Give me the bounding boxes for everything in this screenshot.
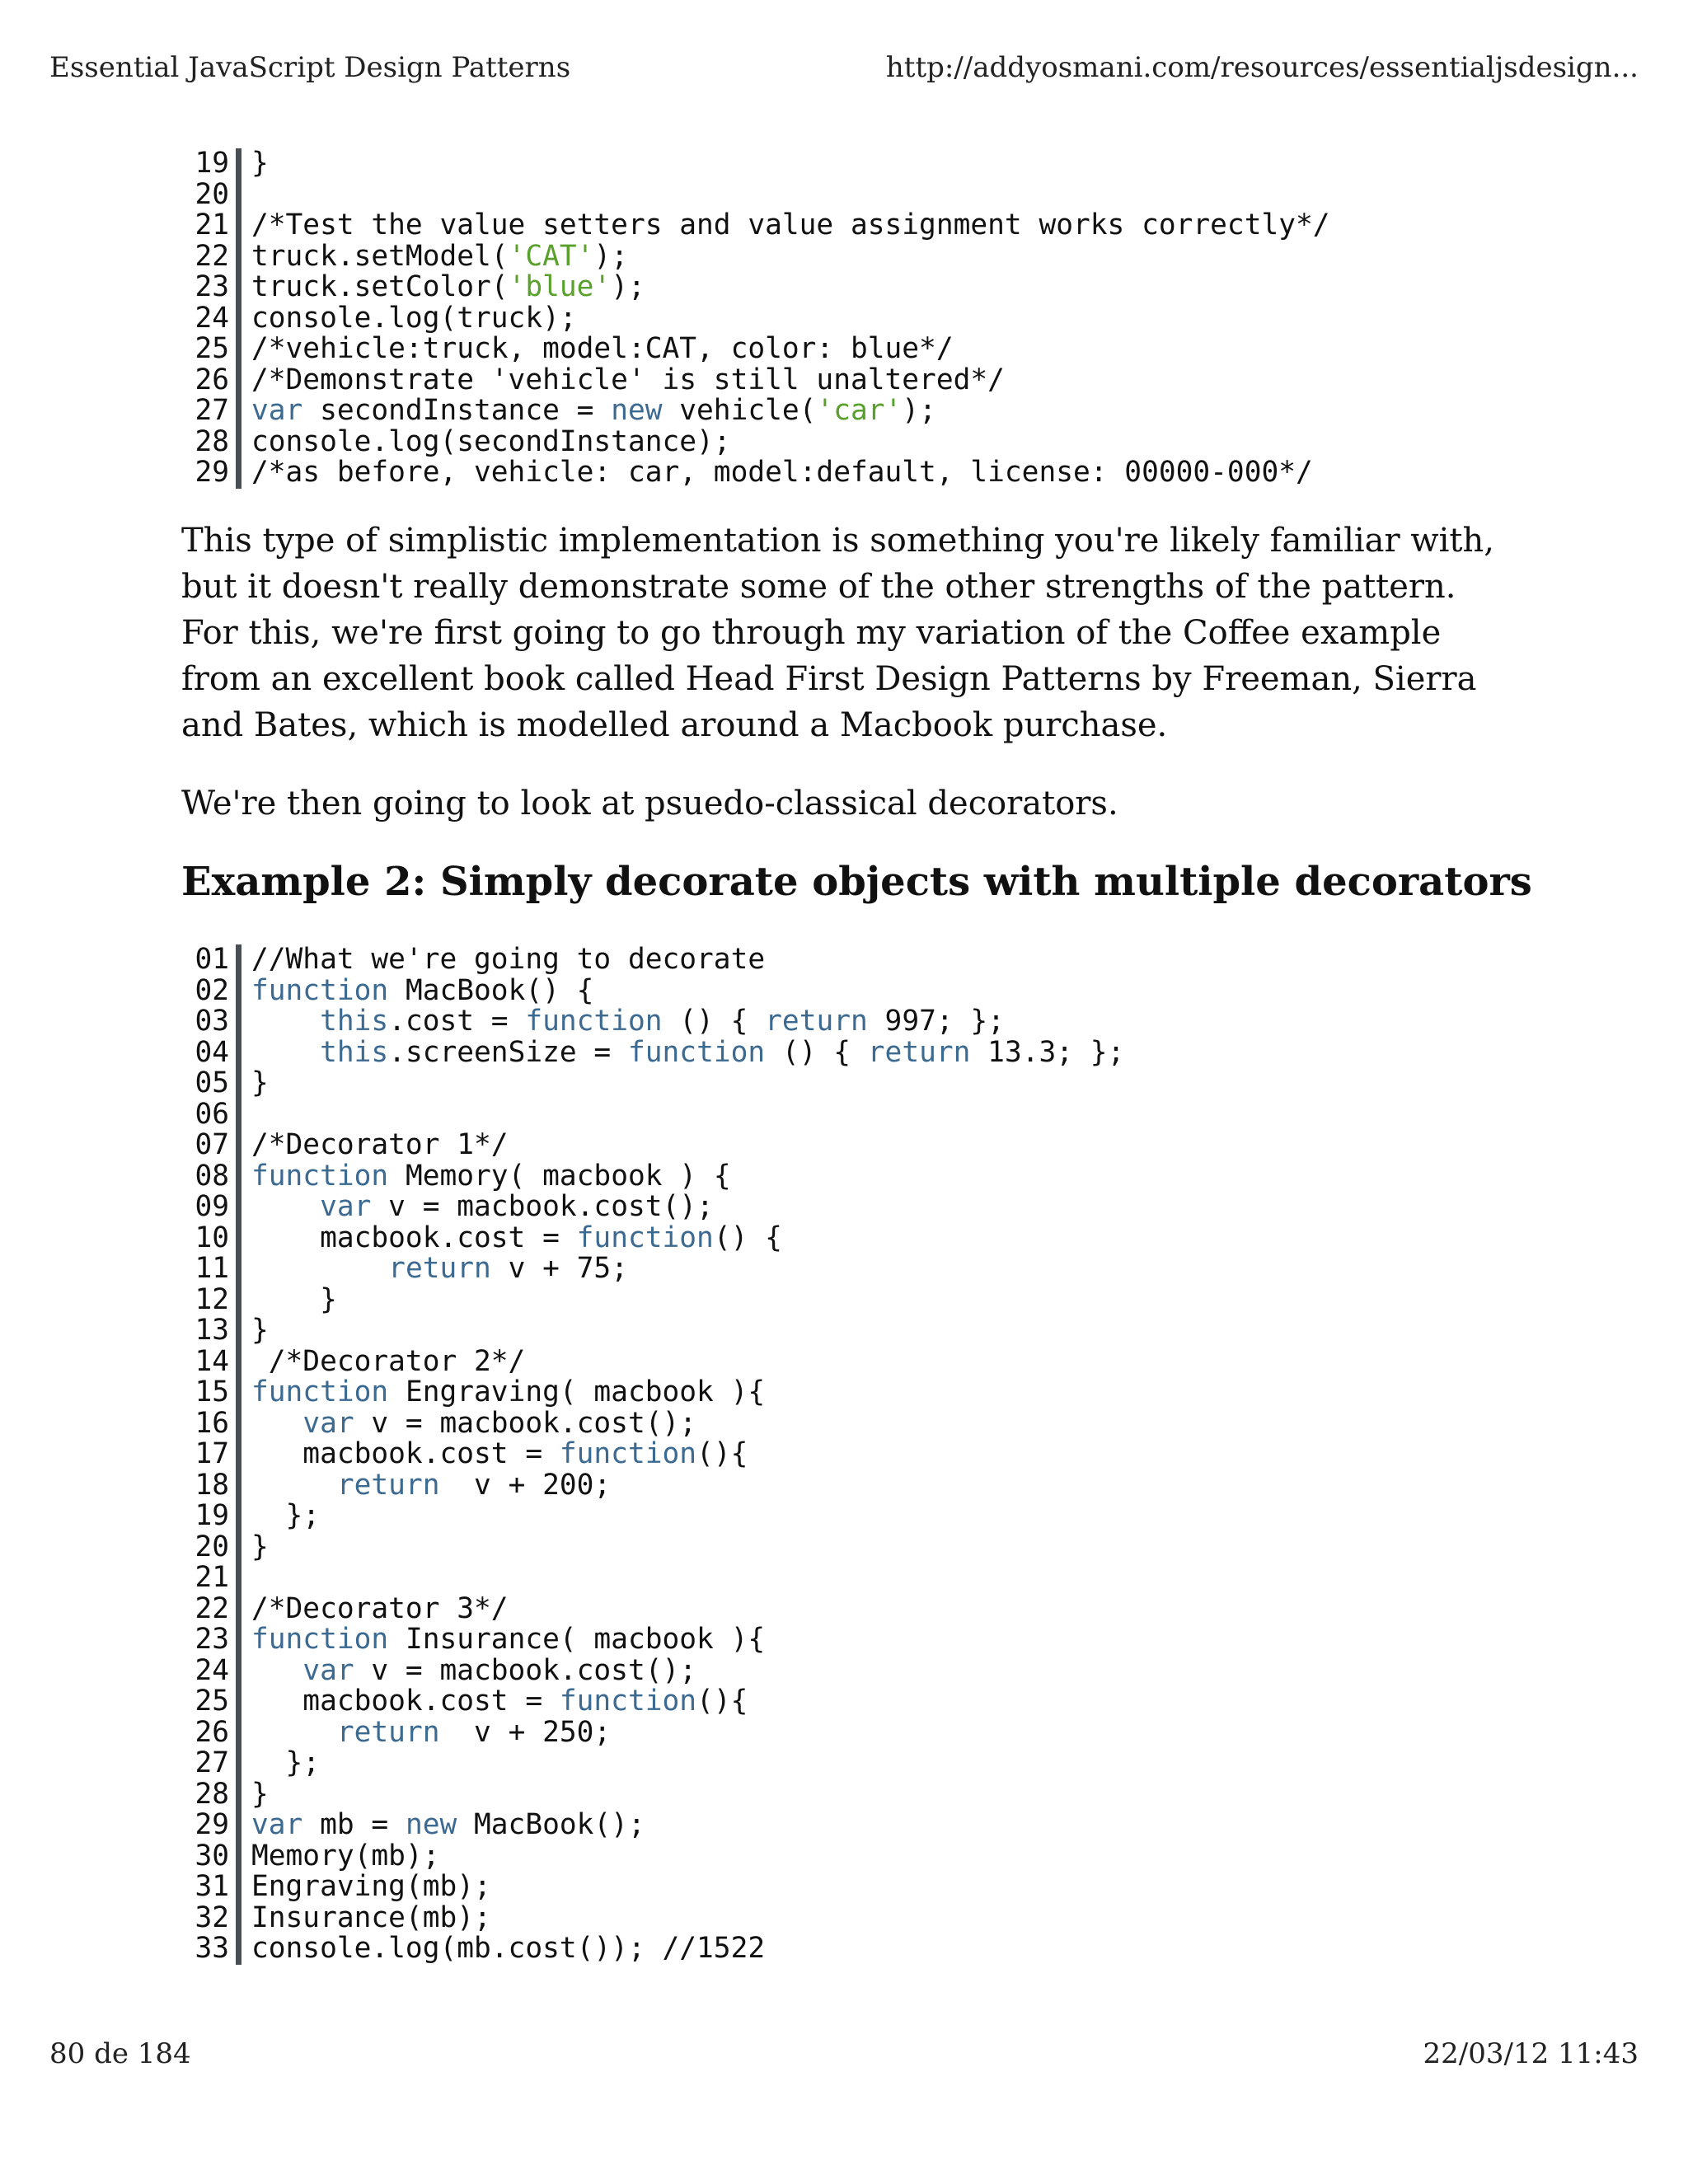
code-string: 'blue' bbox=[508, 270, 612, 303]
line-number: 08 bbox=[181, 1161, 241, 1193]
code-text bbox=[241, 1872, 491, 1903]
code-text bbox=[241, 1035, 1125, 1069]
code-line bbox=[181, 1377, 1124, 1408]
footer-page-number: 80 de 184 bbox=[49, 2037, 191, 2070]
line-number: 25 bbox=[181, 1686, 241, 1718]
code-token: ); bbox=[902, 394, 936, 427]
code-keyword: function bbox=[251, 1159, 389, 1193]
code-line bbox=[181, 1470, 1124, 1502]
code-token bbox=[251, 1654, 302, 1687]
code-token: //What we're going to decorate bbox=[251, 943, 766, 976]
code-token: } bbox=[251, 1530, 269, 1563]
code-keyword: var bbox=[302, 1406, 354, 1440]
line-number: 12 bbox=[181, 1285, 241, 1316]
code-token: truck.setColor( bbox=[251, 270, 509, 303]
code-line bbox=[181, 1933, 1124, 1965]
line-number: 24 bbox=[181, 1656, 241, 1687]
paragraph-intro: This type of simplistic implementation is something you're likely familiar with, but it doesn't really demonstrate some of the other strengths of the pattern. For this, we're first going to go through my variation of the Coffee example from an excellent book called Head First Design Patterns by Freeman, Sierra and Bates, which is modelled around a Macbook purchase. bbox=[181, 522, 1494, 744]
code-token: 13.3; }; bbox=[970, 1035, 1125, 1069]
code-token: .screenSize = bbox=[388, 1035, 628, 1069]
code-token: v + 250; bbox=[439, 1715, 612, 1749]
code-line bbox=[181, 1130, 1124, 1161]
line-number: 03 bbox=[181, 1006, 241, 1038]
code-text bbox=[241, 1315, 269, 1347]
code-token: ); bbox=[593, 239, 628, 273]
code-text bbox=[241, 210, 1330, 241]
code-text bbox=[241, 1686, 748, 1718]
code-text bbox=[241, 424, 731, 458]
line-number: 24 bbox=[181, 303, 241, 335]
code-token: macbook.cost = bbox=[251, 1685, 560, 1718]
code-token: truck.setModel( bbox=[251, 239, 509, 273]
code-text bbox=[241, 1841, 439, 1872]
code-keyword: return bbox=[336, 1715, 440, 1749]
code-token: MacBook() { bbox=[388, 973, 594, 1007]
code-text bbox=[241, 1501, 320, 1532]
code-token: console.log(mb.cost()); //1522 bbox=[251, 1932, 766, 1965]
code-text bbox=[241, 180, 251, 211]
code-line bbox=[181, 334, 1330, 365]
line-number: 13 bbox=[181, 1315, 241, 1347]
line-number: 27 bbox=[181, 1748, 241, 1779]
code-text bbox=[241, 1408, 696, 1440]
line-number: 31 bbox=[181, 1872, 241, 1903]
line-number: 21 bbox=[181, 1563, 241, 1594]
code-token: () { bbox=[662, 1005, 766, 1038]
line-number: 32 bbox=[181, 1903, 241, 1934]
line-number: 26 bbox=[181, 365, 241, 396]
code-line bbox=[181, 241, 1330, 273]
code-line bbox=[181, 1035, 1125, 1069]
code-text bbox=[241, 1933, 765, 1965]
code-line bbox=[181, 1439, 1124, 1470]
code-text bbox=[241, 1624, 765, 1656]
code-line bbox=[181, 1841, 1124, 1872]
code-text bbox=[241, 303, 577, 335]
code-line bbox=[181, 973, 1124, 1007]
code-line bbox=[181, 1501, 1124, 1532]
code-token: }; bbox=[251, 1746, 321, 1779]
code-token: v + 200; bbox=[439, 1468, 612, 1502]
code-token: v = macbook.cost(); bbox=[354, 1406, 697, 1440]
code-line bbox=[181, 944, 1124, 976]
code-token: } bbox=[251, 1066, 269, 1099]
line-number: 22 bbox=[181, 1594, 241, 1625]
code-token bbox=[251, 1252, 388, 1285]
code-text bbox=[241, 1282, 337, 1316]
code-line bbox=[181, 1715, 1124, 1749]
line-number: 11 bbox=[181, 1254, 241, 1285]
code-keyword: new bbox=[611, 394, 663, 427]
line-number: 02 bbox=[181, 976, 241, 1007]
code-token: v = macbook.cost(); bbox=[371, 1190, 714, 1223]
code-keyword: function bbox=[251, 1623, 389, 1656]
code-token: v = macbook.cost(); bbox=[354, 1653, 697, 1687]
code-line bbox=[181, 365, 1330, 396]
code-text bbox=[241, 1006, 1005, 1038]
code-text bbox=[241, 1900, 491, 1934]
code-line bbox=[181, 1900, 1124, 1934]
code-line bbox=[181, 303, 1330, 335]
code-token bbox=[251, 1469, 337, 1502]
code-token: /*Decorator 1*/ bbox=[251, 1128, 509, 1161]
code-line bbox=[181, 1099, 1124, 1131]
code-text bbox=[241, 1563, 251, 1594]
code-token: Memory(mb); bbox=[251, 1839, 440, 1872]
code-text bbox=[241, 1748, 320, 1779]
line-number: 10 bbox=[181, 1223, 241, 1254]
code-line bbox=[181, 177, 1330, 211]
line-number: 16 bbox=[181, 1408, 241, 1440]
code-token: Engraving( macbook ){ bbox=[388, 1376, 766, 1408]
code-keyword: var bbox=[302, 1653, 354, 1687]
code-keyword: function bbox=[251, 973, 389, 1007]
paragraph-next: We're then going to look at psuedo-classical decorators. bbox=[181, 785, 1118, 823]
line-number: 06 bbox=[181, 1099, 241, 1131]
code-keyword: var bbox=[251, 1808, 303, 1841]
code-token: Engraving(mb); bbox=[251, 1870, 491, 1903]
line-number: 27 bbox=[181, 396, 241, 427]
code-text bbox=[241, 396, 936, 427]
code-token bbox=[251, 1407, 302, 1440]
code-line bbox=[181, 1810, 1124, 1841]
code-text bbox=[241, 1223, 782, 1254]
header-url[interactable]: http://addyosmani.com/resources/essentialjsdesign... bbox=[885, 51, 1639, 84]
code-string: 'car' bbox=[816, 394, 903, 427]
code-token: v + 75; bbox=[490, 1252, 628, 1285]
line-number: 15 bbox=[181, 1377, 241, 1408]
code-keyword: function bbox=[559, 1685, 697, 1718]
line-number: 17 bbox=[181, 1439, 241, 1470]
code-token: }; bbox=[251, 1499, 321, 1532]
line-number: 20 bbox=[181, 180, 241, 211]
code-text bbox=[241, 457, 1313, 489]
code-line bbox=[181, 1192, 1124, 1223]
code-token: .cost = bbox=[388, 1005, 526, 1038]
code-line bbox=[181, 1532, 1124, 1563]
code-keyword: return bbox=[867, 1035, 971, 1069]
line-number: 25 bbox=[181, 334, 241, 365]
code-line bbox=[181, 1223, 1124, 1254]
code-token: /*Decorator 2*/ bbox=[251, 1344, 526, 1378]
line-number: 28 bbox=[181, 1779, 241, 1811]
code-line bbox=[181, 1748, 1124, 1779]
line-number: 23 bbox=[181, 1624, 241, 1656]
line-number: 18 bbox=[181, 1470, 241, 1502]
code-token: /*vehicle:truck, model:CAT, color: blue*/ bbox=[251, 332, 954, 365]
line-number: 19 bbox=[181, 1501, 241, 1532]
code-line bbox=[181, 1653, 1124, 1687]
code-token: () { bbox=[713, 1221, 782, 1254]
code-token: /*Test the value setters and value assignment works correctly*/ bbox=[251, 209, 1330, 241]
code-text bbox=[241, 1591, 509, 1625]
code-line bbox=[181, 148, 1330, 180]
code-text bbox=[241, 1254, 628, 1285]
line-number: 21 bbox=[181, 210, 241, 241]
code-text bbox=[241, 1192, 714, 1223]
line-number: 09 bbox=[181, 1192, 241, 1223]
code-token: () { bbox=[765, 1035, 868, 1069]
code-token: macbook.cost = bbox=[251, 1437, 560, 1470]
code-token bbox=[251, 1005, 320, 1038]
code-text bbox=[241, 973, 594, 1007]
code-text bbox=[241, 1779, 269, 1811]
code-token: Insurance(mb); bbox=[251, 1900, 491, 1934]
code-line bbox=[181, 210, 1330, 241]
line-number: 26 bbox=[181, 1718, 241, 1749]
code-keyword: return bbox=[388, 1252, 491, 1285]
line-number: 23 bbox=[181, 272, 241, 303]
line-number: 28 bbox=[181, 427, 241, 458]
code-line bbox=[181, 457, 1330, 489]
code-token: secondInstance = bbox=[302, 394, 612, 427]
code-text bbox=[241, 365, 1005, 396]
code-line bbox=[181, 1779, 1124, 1811]
code-line bbox=[181, 1344, 1124, 1378]
code-token: (){ bbox=[696, 1437, 748, 1470]
line-number: 04 bbox=[181, 1038, 241, 1069]
code-line bbox=[181, 1161, 1124, 1193]
line-number: 05 bbox=[181, 1068, 241, 1099]
line-number: 14 bbox=[181, 1347, 241, 1378]
line-number: 33 bbox=[181, 1933, 241, 1965]
code-keyword: function bbox=[251, 1376, 389, 1408]
code-token: mb = bbox=[302, 1808, 406, 1841]
code-token bbox=[251, 1190, 320, 1223]
code-line bbox=[181, 1006, 1124, 1038]
footer-datetime: 22/03/12 11:43 bbox=[1423, 2037, 1639, 2070]
line-number: 30 bbox=[181, 1841, 241, 1872]
code-line bbox=[181, 1872, 1124, 1903]
code-line bbox=[181, 1315, 1124, 1347]
line-number: 22 bbox=[181, 241, 241, 273]
code-string: 'CAT' bbox=[508, 239, 594, 273]
section-heading: Example 2: Simply decorate objects with multiple decorators bbox=[181, 859, 1532, 905]
code-token: /*Demonstrate 'vehicle' is still unaltered*/ bbox=[251, 363, 1005, 396]
code-line bbox=[181, 396, 1330, 427]
code-token: console.log(truck); bbox=[251, 301, 577, 335]
line-number: 29 bbox=[181, 457, 241, 489]
code-text bbox=[241, 944, 765, 976]
code-text bbox=[241, 1161, 731, 1193]
code-token: console.log(secondInstance); bbox=[251, 424, 731, 458]
code-block-1 bbox=[181, 148, 1330, 489]
code-keyword: return bbox=[765, 1005, 868, 1038]
code-line bbox=[181, 1254, 1124, 1285]
code-text bbox=[241, 1653, 697, 1687]
code-text bbox=[241, 1344, 526, 1378]
code-token: 997; }; bbox=[867, 1005, 1005, 1038]
code-line bbox=[181, 1591, 1124, 1625]
code-token: } bbox=[251, 147, 269, 180]
line-number: 07 bbox=[181, 1130, 241, 1161]
code-text bbox=[241, 1099, 251, 1131]
code-text bbox=[241, 334, 954, 365]
code-text bbox=[241, 1532, 269, 1563]
code-text bbox=[241, 148, 269, 180]
line-number: 01 bbox=[181, 944, 241, 976]
code-token: } bbox=[251, 1314, 269, 1347]
code-token bbox=[251, 1036, 320, 1069]
header-title: Essential JavaScript Design Patterns bbox=[49, 51, 571, 84]
code-line bbox=[181, 1068, 1124, 1099]
code-keyword: var bbox=[251, 394, 303, 427]
code-line bbox=[181, 1686, 1124, 1718]
code-line bbox=[181, 1408, 1124, 1440]
code-line bbox=[181, 1563, 1124, 1594]
code-token: /*Decorator 3*/ bbox=[251, 1591, 509, 1625]
code-line bbox=[181, 272, 1330, 303]
code-text bbox=[241, 1377, 765, 1408]
line-number: 29 bbox=[181, 1810, 241, 1841]
code-keyword: this bbox=[320, 1035, 389, 1069]
line-number: 19 bbox=[181, 148, 241, 180]
code-keyword: var bbox=[320, 1190, 372, 1223]
code-line bbox=[181, 1282, 1124, 1316]
code-text bbox=[241, 1439, 748, 1470]
code-token: (){ bbox=[696, 1685, 748, 1718]
code-token: Memory( macbook ) { bbox=[388, 1159, 731, 1193]
code-text bbox=[241, 1810, 645, 1841]
line-number: 20 bbox=[181, 1532, 241, 1563]
code-token: vehicle( bbox=[662, 394, 817, 427]
code-text bbox=[241, 241, 628, 273]
code-keyword: function bbox=[627, 1035, 766, 1069]
code-token: } bbox=[251, 1282, 337, 1316]
code-token bbox=[251, 1716, 337, 1749]
code-keyword: new bbox=[405, 1808, 457, 1841]
code-keyword: return bbox=[336, 1468, 440, 1502]
code-line bbox=[181, 424, 1330, 458]
code-text bbox=[241, 1068, 269, 1099]
code-token: /*as before, vehicle: car, model:default, license: 00000-000*/ bbox=[251, 456, 1313, 489]
code-token: } bbox=[251, 1777, 269, 1811]
code-block-2 bbox=[181, 944, 1124, 1965]
code-text bbox=[241, 1470, 611, 1502]
code-text bbox=[241, 1130, 509, 1161]
code-keyword: function bbox=[576, 1221, 714, 1254]
code-text bbox=[241, 1715, 612, 1749]
code-keyword: function bbox=[559, 1437, 697, 1470]
code-keyword: function bbox=[525, 1005, 663, 1038]
code-token: Insurance( macbook ){ bbox=[388, 1623, 766, 1656]
code-token: MacBook(); bbox=[457, 1808, 645, 1841]
code-line bbox=[181, 1624, 1124, 1656]
code-token: ); bbox=[611, 270, 645, 303]
code-text bbox=[241, 272, 645, 303]
code-keyword: this bbox=[320, 1005, 389, 1038]
code-token: macbook.cost = bbox=[251, 1221, 577, 1254]
